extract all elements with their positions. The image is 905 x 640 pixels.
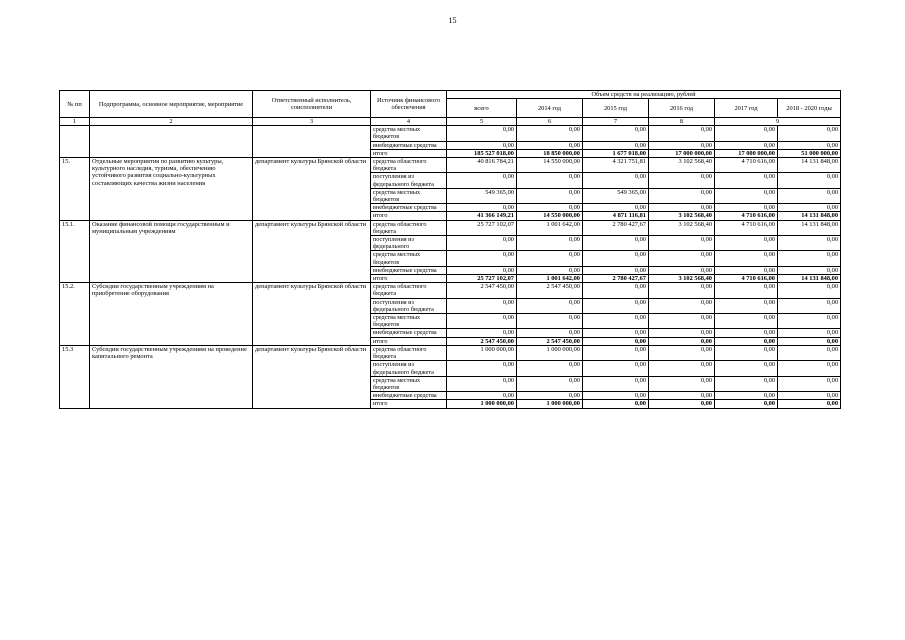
- amount-cell: 0,00: [649, 251, 715, 266]
- amount-cell: 0,00: [583, 337, 649, 345]
- amount-cell: 0,00: [778, 126, 841, 141]
- row-number: 15.: [60, 158, 90, 221]
- amount-cell: 0,00: [649, 314, 715, 329]
- amount-cell: 0,00: [447, 266, 517, 274]
- amount-cell: 0,00: [715, 329, 778, 337]
- activity-title: Субсидии государственным учреждениям на приобретение оборудования: [90, 283, 253, 346]
- amount-cell: 0,00: [715, 188, 778, 203]
- amount-cell: 0,00: [649, 361, 715, 376]
- amount-cell: 2 547 450,00: [447, 337, 517, 345]
- amount-cell: 0,00: [583, 314, 649, 329]
- funding-source: итого: [371, 337, 447, 345]
- table-row: [60, 158, 841, 173]
- funding-source: внебюджетные средства: [371, 141, 447, 149]
- amount-cell: 185 527 018,00: [447, 149, 517, 157]
- amount-cell: 0,00: [715, 236, 778, 251]
- amount-cell: 0,00: [715, 298, 778, 313]
- amount-cell: 0,00: [583, 376, 649, 391]
- amount-cell: 0,00: [649, 376, 715, 391]
- header-year: 2015 год: [583, 99, 649, 118]
- amount-cell: 3 102 568,40: [649, 158, 715, 173]
- funding-source: внебюджетные средства: [371, 329, 447, 337]
- funding-source: средства местных бюджетов: [371, 314, 447, 329]
- amount-cell: 2 547 450,00: [517, 337, 583, 345]
- amount-cell: 1 001 642,00: [517, 220, 583, 235]
- executor: [253, 126, 371, 158]
- funding-source: внебюджетные средства: [371, 204, 447, 212]
- amount-cell: 14 550 000,00: [517, 212, 583, 220]
- amount-cell: 0,00: [447, 251, 517, 266]
- amount-cell: 4 710 616,00: [715, 212, 778, 220]
- executor: департамент культуры Брянской области: [253, 220, 371, 283]
- header-num: № пп: [60, 91, 90, 118]
- row-number: 15.3: [60, 345, 90, 408]
- amount-cell: 0,00: [447, 392, 517, 400]
- amount-cell: 0,00: [715, 392, 778, 400]
- funding-source: средства местных бюджетов: [371, 251, 447, 266]
- amount-cell: 1 001 642,00: [517, 275, 583, 283]
- amount-cell: 0,00: [447, 361, 517, 376]
- funding-source: средства местных бюджетов: [371, 126, 447, 141]
- amount-cell: 0,00: [517, 126, 583, 141]
- amount-cell: 14 131 848,00: [778, 212, 841, 220]
- amount-cell: 0,00: [778, 236, 841, 251]
- amount-cell: 14 550 000,00: [517, 158, 583, 173]
- funding-source: поступления из федерального бюджета: [371, 298, 447, 313]
- amount-cell: 0,00: [649, 298, 715, 313]
- header-executor: Ответственный исполнитель, соисполнители: [253, 91, 371, 118]
- amount-cell: 40 816 784,21: [447, 158, 517, 173]
- funding-source: итого: [371, 400, 447, 408]
- row-number: 15.1.: [60, 220, 90, 283]
- amount-cell: 0,00: [778, 376, 841, 391]
- amount-cell: 0,00: [778, 141, 841, 149]
- amount-cell: 0,00: [583, 236, 649, 251]
- header-subprogram: Подпрограмма, основное мероприятие, мероприятие: [90, 91, 253, 118]
- activity-title: Субсидии государственным учреждениям на проведение капитального ремонта: [90, 345, 253, 408]
- amount-cell: 0,00: [517, 173, 583, 188]
- amount-cell: 4 710 616,00: [715, 220, 778, 235]
- amount-cell: 0,00: [778, 298, 841, 313]
- amount-cell: 0,00: [583, 400, 649, 408]
- page-number: 15: [448, 16, 457, 25]
- amount-cell: 0,00: [778, 337, 841, 345]
- amount-cell: 0,00: [715, 204, 778, 212]
- funding-source: средства областного бюджета: [371, 158, 447, 173]
- amount-cell: 0,00: [517, 188, 583, 203]
- column-index: 6: [517, 118, 583, 126]
- amount-cell: 0,00: [583, 141, 649, 149]
- amount-cell: 0,00: [517, 314, 583, 329]
- funding-source: итого: [371, 275, 447, 283]
- funding-source: итого: [371, 212, 447, 220]
- amount-cell: 17 000 000,00: [649, 149, 715, 157]
- amount-cell: 0,00: [778, 283, 841, 298]
- amount-cell: 0,00: [778, 314, 841, 329]
- amount-cell: 4 321 751,81: [583, 158, 649, 173]
- amount-cell: 0,00: [649, 329, 715, 337]
- amount-cell: 14 131 848,00: [778, 220, 841, 235]
- funding-source: средства областного бюджета: [371, 345, 447, 360]
- amount-cell: 1 000 000,00: [447, 400, 517, 408]
- amount-cell: 0,00: [517, 392, 583, 400]
- amount-cell: 0,00: [517, 376, 583, 391]
- amount-cell: 2 780 427,67: [583, 220, 649, 235]
- table-row: [60, 126, 841, 141]
- amount-cell: 3 102 568,40: [649, 212, 715, 220]
- amount-cell: 0,00: [583, 283, 649, 298]
- amount-cell: 0,00: [517, 251, 583, 266]
- amount-cell: 1 000 000,00: [517, 345, 583, 360]
- amount-cell: 0,00: [517, 236, 583, 251]
- column-index: 1: [60, 118, 90, 126]
- amount-cell: 0,00: [583, 329, 649, 337]
- amount-cell: 0,00: [715, 345, 778, 360]
- amount-cell: 0,00: [649, 392, 715, 400]
- activity-title: Отдельные мероприятия по развитию культуры, культурного наследия, туризма, обеспечению устойчивого развития социально-культурных составляющих качества жизни населения: [90, 158, 253, 221]
- amount-cell: 0,00: [583, 392, 649, 400]
- amount-cell: 0,00: [649, 400, 715, 408]
- amount-cell: 0,00: [778, 392, 841, 400]
- amount-cell: 0,00: [583, 266, 649, 274]
- column-index: 3: [253, 118, 371, 126]
- amount-cell: 0,00: [778, 251, 841, 266]
- amount-cell: 14 131 848,00: [778, 275, 841, 283]
- amount-cell: 2 547 450,00: [517, 283, 583, 298]
- amount-cell: 0,00: [649, 173, 715, 188]
- amount-cell: 0,00: [715, 266, 778, 274]
- funding-source: внебюджетные средства: [371, 266, 447, 274]
- row-number: 15.2.: [60, 283, 90, 346]
- amount-cell: 0,00: [778, 361, 841, 376]
- amount-cell: 0,00: [583, 204, 649, 212]
- funding-table: [59, 90, 841, 409]
- amount-cell: 0,00: [649, 188, 715, 203]
- amount-cell: 0,00: [715, 141, 778, 149]
- column-index: 8: [649, 118, 715, 126]
- amount-cell: 0,00: [447, 314, 517, 329]
- amount-cell: 0,00: [517, 329, 583, 337]
- amount-cell: 0,00: [583, 126, 649, 141]
- amount-cell: 0,00: [649, 283, 715, 298]
- amount-cell: 0,00: [447, 173, 517, 188]
- amount-cell: 0,00: [715, 337, 778, 345]
- amount-cell: 0,00: [447, 126, 517, 141]
- amount-cell: 0,00: [447, 204, 517, 212]
- activity-title: Оказание финансовой помощи государственным и муниципальным учреждениям: [90, 220, 253, 283]
- amount-cell: 0,00: [447, 236, 517, 251]
- amount-cell: 0,00: [715, 251, 778, 266]
- header-year: 2014 год: [517, 99, 583, 118]
- amount-cell: 3 102 568,40: [649, 220, 715, 235]
- amount-cell: 0,00: [778, 204, 841, 212]
- amount-cell: 549 365,00: [583, 188, 649, 203]
- amount-cell: 14 131 848,00: [778, 158, 841, 173]
- column-index: 5: [447, 118, 517, 126]
- amount-cell: 0,00: [778, 400, 841, 408]
- amount-cell: 41 366 149,21: [447, 212, 517, 220]
- amount-cell: 0,00: [715, 126, 778, 141]
- executor: департамент культуры Брянской области: [253, 158, 371, 221]
- funding-source: поступления из федерального бюджета: [371, 361, 447, 376]
- amount-cell: 0,00: [715, 314, 778, 329]
- amount-cell: 0,00: [517, 266, 583, 274]
- funding-source: итого: [371, 149, 447, 157]
- amount-cell: 0,00: [715, 361, 778, 376]
- amount-cell: 0,00: [715, 283, 778, 298]
- amount-cell: 2 547 450,00: [447, 283, 517, 298]
- amount-cell: 0,00: [517, 361, 583, 376]
- table-row: [60, 283, 841, 298]
- column-index: 7: [583, 118, 649, 126]
- row-number: [60, 126, 90, 158]
- amount-cell: 0,00: [715, 376, 778, 391]
- funding-source: средства областного бюджета: [371, 220, 447, 235]
- amount-cell: 0,00: [778, 345, 841, 360]
- amount-cell: 0,00: [447, 141, 517, 149]
- header-year: 2017 год: [715, 99, 778, 118]
- amount-cell: 1 000 000,00: [517, 400, 583, 408]
- amount-cell: 25 727 102,07: [447, 220, 517, 235]
- amount-cell: 0,00: [715, 400, 778, 408]
- amount-cell: 18 850 000,00: [517, 149, 583, 157]
- column-index: 2: [90, 118, 253, 126]
- header-source: Источник финансового обеспечения: [371, 91, 447, 118]
- amount-cell: 0,00: [649, 204, 715, 212]
- column-index: 9: [715, 118, 841, 126]
- amount-cell: 1 000 000,00: [447, 345, 517, 360]
- table-row: [60, 345, 841, 360]
- amount-cell: 0,00: [517, 141, 583, 149]
- amount-cell: 1 677 018,00: [583, 149, 649, 157]
- funding-source: поступления из федерального бюджета: [371, 173, 447, 188]
- column-index: 4: [371, 118, 447, 126]
- funding-source: средства местных бюджетов: [371, 188, 447, 203]
- amount-cell: 0,00: [649, 337, 715, 345]
- amount-cell: 0,00: [447, 298, 517, 313]
- amount-cell: 0,00: [583, 173, 649, 188]
- amount-cell: 0,00: [583, 251, 649, 266]
- header-volume: Объем средств на реализацию, рублей: [447, 91, 841, 99]
- amount-cell: 0,00: [583, 361, 649, 376]
- amount-cell: 0,00: [447, 329, 517, 337]
- funding-source: средства местных бюджетов: [371, 376, 447, 391]
- amount-cell: 0,00: [583, 298, 649, 313]
- amount-cell: 4 871 116,81: [583, 212, 649, 220]
- amount-cell: 4 710 616,00: [715, 275, 778, 283]
- executor: департамент культуры Брянской области: [253, 345, 371, 408]
- amount-cell: 0,00: [778, 329, 841, 337]
- amount-cell: 0,00: [778, 266, 841, 274]
- activity-title: [90, 126, 253, 158]
- amount-cell: 0,00: [649, 266, 715, 274]
- amount-cell: 0,00: [447, 376, 517, 391]
- amount-cell: 0,00: [715, 173, 778, 188]
- amount-cell: 549 365,00: [447, 188, 517, 203]
- amount-cell: 17 000 000,00: [715, 149, 778, 157]
- header-year: всего: [447, 99, 517, 118]
- header-year: 2016 год: [649, 99, 715, 118]
- amount-cell: 0,00: [649, 345, 715, 360]
- amount-cell: 3 102 568,40: [649, 275, 715, 283]
- table-row: [60, 220, 841, 235]
- amount-cell: 4 710 616,00: [715, 158, 778, 173]
- amount-cell: 0,00: [649, 126, 715, 141]
- header-year: 2018 - 2020 годы: [778, 99, 841, 118]
- amount-cell: 0,00: [517, 204, 583, 212]
- amount-cell: 0,00: [778, 173, 841, 188]
- funding-source: поступления из федерального: [371, 236, 447, 251]
- executor: департамент культуры Брянской области: [253, 283, 371, 346]
- funding-source: внебюджетные средства: [371, 392, 447, 400]
- amount-cell: 0,00: [778, 188, 841, 203]
- amount-cell: 0,00: [583, 345, 649, 360]
- amount-cell: 0,00: [517, 298, 583, 313]
- amount-cell: 51 000 000,00: [778, 149, 841, 157]
- amount-cell: 0,00: [649, 141, 715, 149]
- amount-cell: 2 780 427,67: [583, 275, 649, 283]
- funding-source: средства областного бюджета: [371, 283, 447, 298]
- amount-cell: 0,00: [649, 236, 715, 251]
- amount-cell: 25 727 102,07: [447, 275, 517, 283]
